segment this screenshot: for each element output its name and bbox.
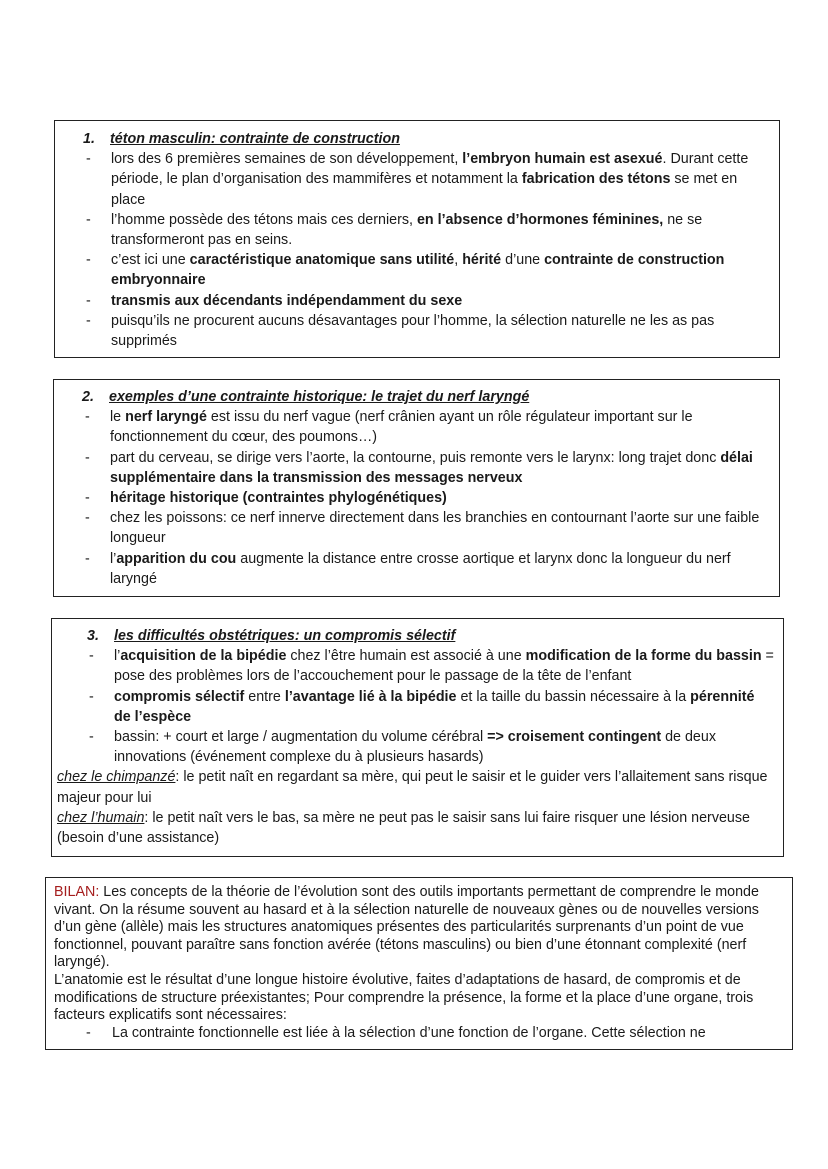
- text-span: ne se transformeront pas en seins.: [111, 211, 703, 249]
- section-2-box: [53, 379, 780, 597]
- section-1-number: 1.: [83, 131, 95, 147]
- bold-text: modification de la forme du bassin: [525, 648, 762, 665]
- section-2-list: [82, 407, 767, 589]
- section-3-title: les difficultés obstétriques: un compromis sélectif: [114, 628, 456, 644]
- text-span: de deux innovations (événement complexe du à plusieurs hasards): [114, 729, 716, 766]
- section-1-title: téton masculin: contrainte de construction: [110, 131, 400, 147]
- list-item: [83, 291, 767, 311]
- text-span: chez les poissons: ce nerf innerve directement dans les branchies en contournant l’aorte sur une faible longueur: [110, 510, 760, 547]
- text-span: bassin: + court et large / augmentation du volume cérébral: [114, 729, 488, 746]
- list-item: [57, 646, 775, 686]
- text-span: l’: [110, 550, 117, 567]
- list-item: [82, 407, 767, 447]
- bold-text: => croisement contingent: [487, 729, 662, 746]
- section-2-title: exemples d’une contrainte historique: le trajet du nerf laryngé: [109, 389, 530, 405]
- text-span: entre: [244, 688, 285, 705]
- bilan-paragraph-1-text: Les concepts de la théorie de l’évolution sont des outils importants permettant de comprendre le monde vivant. On la résume souvent au hasard et à la sélection naturelle de nouveaux gènes ou de nouvelles versions d’un gène (allèle) mais les structures anatomiques présentes des particularités surprenants d’un point de vue fonctionnel, pouvant paraître sans fonction avérée (tétons masculins) ou bien d’une étonnant complexité (nerf laryngé).: [54, 884, 759, 971]
- text-span: et la taille du bassin nécessaire à la: [456, 688, 691, 705]
- note-human-label: chez l’humain: [57, 809, 145, 826]
- list-item: [83, 149, 767, 210]
- bilan-box: [45, 877, 793, 1050]
- text-span: puisqu’ils ne procurent aucuns désavantages pour l’homme, la sélection naturelle ne les as pas supprimés: [111, 312, 715, 350]
- bold-text: nerf laryngé: [125, 409, 207, 426]
- bilan-list: [54, 1025, 784, 1043]
- text-span: . Durant cette période, le plan d’organisation des mammifères et notamment la: [111, 151, 749, 188]
- bold-text: délai supplémentaire dans la transmission des messages nerveux: [110, 449, 753, 486]
- bilan-list-item: - La contrainte fonctionnelle est liée à la sélection d’une fonction de l’organe. Cette sélection ne: [54, 1025, 784, 1043]
- list-item: [82, 549, 767, 589]
- bilan-label: BILAN:: [54, 884, 100, 900]
- list-item: [82, 488, 767, 508]
- section-2-heading: [82, 387, 767, 407]
- section-3-number: 3.: [87, 628, 99, 644]
- text-span: chez l’être humain est associé à une: [286, 648, 526, 665]
- bold-text: héritage historique (contraintes phylogénétiques): [110, 490, 447, 507]
- list-item: [83, 210, 767, 250]
- list-item: [57, 687, 775, 727]
- text-span: ,: [454, 252, 463, 269]
- section-1-heading: [83, 129, 767, 149]
- section-1-list: [83, 149, 767, 351]
- list-item: [82, 508, 767, 548]
- text-span: l’: [114, 648, 121, 665]
- section-2-number: 2.: [82, 389, 94, 405]
- list-item: [82, 448, 767, 488]
- note-human: [57, 808, 775, 848]
- section-3-heading: [57, 626, 775, 646]
- text-span: c’est ici une: [111, 252, 190, 269]
- note-chimpanzee-text: : le petit naît en regardant sa mère, qui peut le saisir et le guider vers l’allaitement sans risque majeur pour lui: [57, 769, 768, 806]
- section-3-list: [57, 646, 775, 767]
- list-item: [57, 727, 775, 767]
- text-span: part du cerveau, se dirige vers l’aorte, la contourne, puis remonte vers le larynx: long trajet donc: [110, 449, 721, 466]
- text-span: se met en place: [111, 171, 738, 208]
- bold-text: pérennité de l’espèce: [114, 688, 755, 725]
- text-span: l’homme possède des tétons mais ces derniers,: [111, 211, 417, 228]
- note-human-text: : le petit naît vers le bas, sa mère ne peut pas le saisir sans lui faire risquer une lésion nerveuse (besoin d’une assistance): [57, 809, 750, 847]
- text-span: augmente la distance entre crosse aortique et larynx donc la longueur du nerf laryngé: [110, 550, 731, 587]
- note-chimpanzee: [57, 767, 775, 807]
- section-3-box: [51, 618, 784, 857]
- list-item: [83, 311, 767, 351]
- bold-text: transmis aux décendants indépendamment du sexe: [111, 292, 463, 309]
- text-span: lors des 6 premières semaines de son développement,: [111, 151, 463, 168]
- text-span: d’une: [501, 252, 545, 269]
- bold-text: l’avantage lié à la bipédie: [284, 688, 457, 705]
- bold-text: apparition du cou: [116, 550, 237, 567]
- text-span: est issu du nerf vague (nerf crânien ayant un rôle régulateur important sur le fonctionnement du cœur, des poumons…): [110, 409, 693, 446]
- bold-text: en l’absence d’hormones féminines,: [416, 211, 664, 228]
- bold-text: contrainte de construction embryonnaire: [111, 252, 725, 289]
- bold-text: fabrication des tétons: [521, 171, 671, 188]
- bilan-paragraph-2: L’anatomie est le résultat d’une longue histoire évolutive, faites d’adaptations de hasard, de compromis et de modifications de structure préexistantes; Pour comprendre la présence, la forme et la place d’une organe, trois facteurs explicatifs sont nécessaires:: [54, 971, 754, 1024]
- list-item: [83, 250, 767, 290]
- section-1-box: [54, 120, 780, 358]
- bold-text: l’embryon humain est asexué: [462, 151, 663, 168]
- bold-text: hérité: [462, 252, 502, 269]
- text-span: = pose des problèmes lors de l’accouchement pour le passage de la tête de l’enfant: [114, 648, 774, 685]
- bold-text: compromis sélectif: [114, 688, 245, 705]
- text-span: le: [110, 409, 126, 426]
- bold-text: acquisition de la bipédie: [120, 648, 287, 665]
- note-chimpanzee-label: chez le chimpanzé: [57, 769, 176, 786]
- bold-text: caractéristique anatomique sans utilité: [189, 252, 455, 269]
- bilan-paragraph-1: [54, 884, 784, 972]
